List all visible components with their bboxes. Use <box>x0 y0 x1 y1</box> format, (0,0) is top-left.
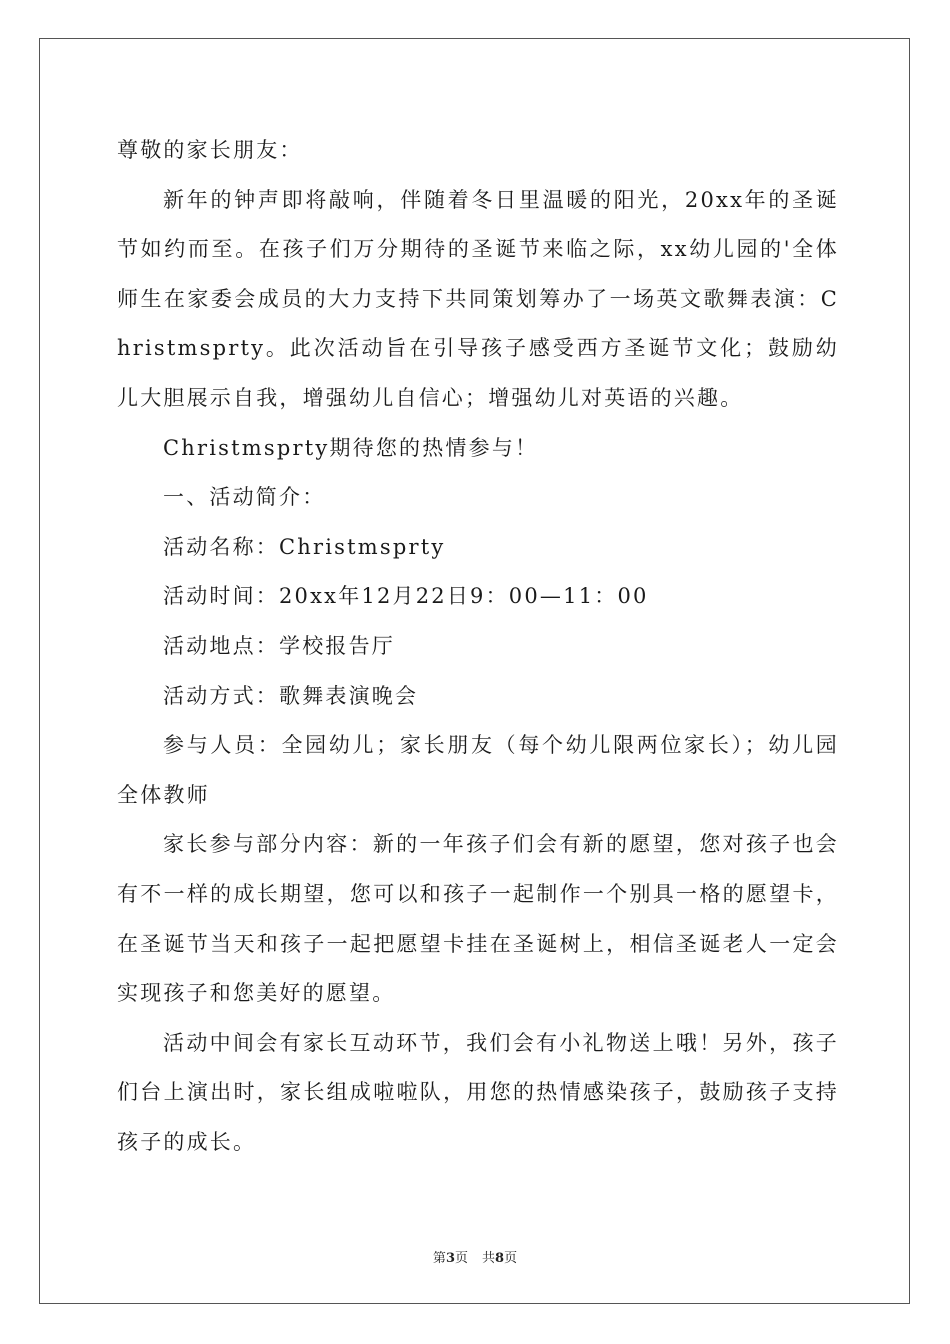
document-body <box>117 126 839 1167</box>
page-current: 3 <box>445 1251 455 1266</box>
event-format: 活动方式：歌舞表演晚会 <box>163 683 419 708</box>
greeting: 尊敬的家长朋友： <box>117 138 303 162</box>
page-suffix: 页 <box>454 1251 468 1266</box>
page-footer <box>0 1247 950 1266</box>
paragraph-parent-part: 家长参与部分内容：新的一年孩子们会有新的愿望，您对孩子也会有不一样的成长期望，您可以和孩子一起制作一个别具一格的愿望卡，在圣诞节当天和孩子一起把愿望卡挂在圣诞树上，相信圣诞老人一定会实现孩子和您美好的愿望。 <box>117 832 839 1006</box>
event-participants: 参与人员：全园幼儿；家长朋友（每个幼儿限两位家长）；幼儿园全体教师 <box>117 733 839 807</box>
total-suffix: 页 <box>504 1251 518 1266</box>
event-location: 活动地点：学校报告厅 <box>163 633 395 658</box>
total-prefix: 共 <box>482 1251 496 1266</box>
section-heading-overview: 一、活动简介： <box>163 485 326 510</box>
event-name: 活动名称：Christmsprty <box>163 534 446 559</box>
paragraph-interaction: 活动中间会有家长互动环节，我们会有小礼物送上哦！另外，孩子们台上演出时，家长组成啦啦队，用您的热情感染孩子，鼓励孩子支持孩子的成长。 <box>117 1030 839 1154</box>
page-total: 8 <box>495 1251 505 1266</box>
paragraph-invitation: Christmsprty期待您的热情参与！ <box>163 435 539 460</box>
event-time: 活动时间：20xx年12月22日9：00—11：00 <box>163 584 649 609</box>
paragraph-intro: 新年的钟声即将敲响，伴随着冬日里温暖的阳光，20xx年的圣诞节如约而至。在孩子们万分期待的圣诞节来临之际，xx幼儿园的'全体师生在家委会成员的大力支持下共同策划筹办了一场英文歌舞表演：Christmsprty。此次活动旨在引导孩子感受西方圣诞节文化；鼓励幼儿大胆展示自我，增强幼儿自信心；增强幼儿对英语的兴趣。 <box>117 187 839 410</box>
page-prefix: 第 <box>432 1251 446 1266</box>
